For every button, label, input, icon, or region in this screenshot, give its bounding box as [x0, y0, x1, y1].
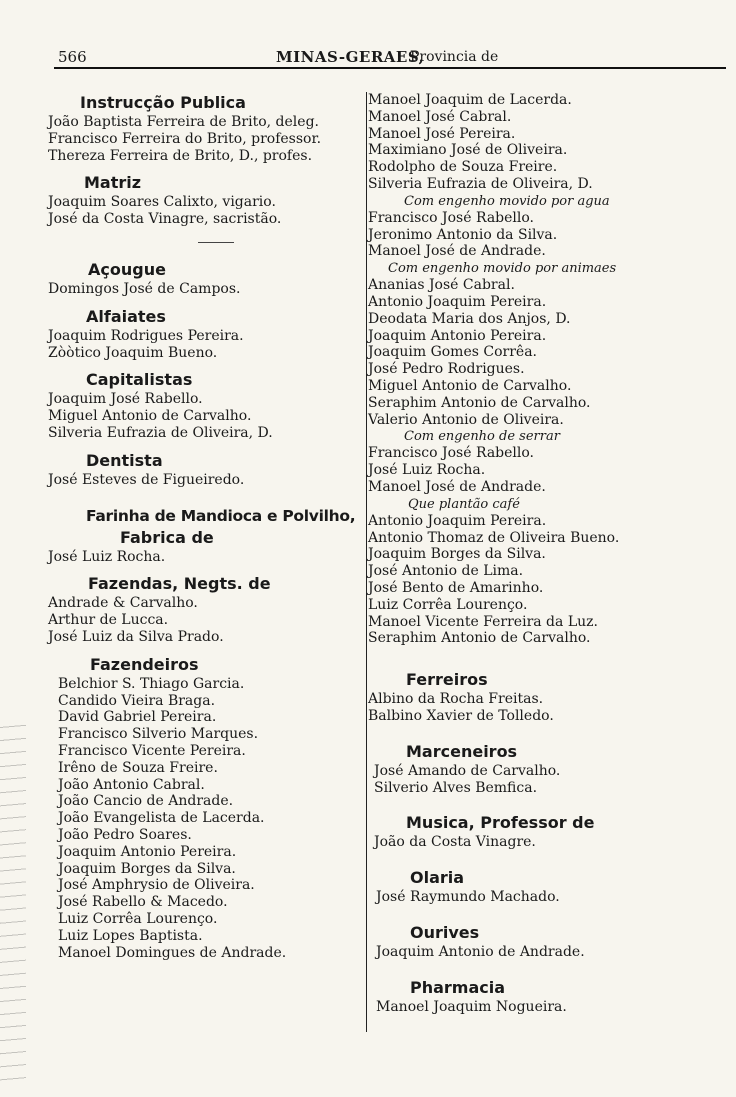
- section-heading: Dentista: [86, 450, 163, 470]
- list-item: Rodolpho de Souza Freire.: [368, 159, 558, 176]
- page-subtitle: Provincia de: [410, 49, 499, 65]
- list-item: Andrade & Carvalho.: [48, 595, 198, 612]
- section-heading: Capitalistas: [86, 370, 193, 390]
- section-heading: Alfaiates: [86, 306, 166, 326]
- list-item: João da Costa Vinagre.: [374, 834, 536, 851]
- right-column: [368, 92, 698, 1015]
- list-item: José Luiz Rocha.: [48, 548, 166, 565]
- section-heading: Ferreiros: [406, 670, 488, 690]
- list-item: Francisco José Rabello.: [368, 445, 534, 462]
- list-item: José Pedro Rodrigues.: [368, 361, 525, 378]
- list-item: David Gabriel Pereira.: [58, 709, 217, 726]
- list-item: José Amphrysio de Oliveira.: [58, 877, 255, 894]
- list-item: João Cancio de Andrade.: [58, 793, 234, 810]
- list-item: Francisco Silverio Marques.: [58, 726, 259, 743]
- list-item: Antonio Thomaz de Oliveira Bueno.: [368, 529, 620, 546]
- list-item: João Evangelista de Lacerda.: [58, 810, 265, 827]
- list-item: Thereza Ferreira de Brito, D., profes.: [48, 147, 313, 164]
- list-item: Luiz Corrêa Lourenço.: [368, 596, 528, 613]
- list-item: José Rabello & Macedo.: [58, 894, 228, 911]
- subsection-heading: Com engenho movido por agua: [404, 193, 610, 209]
- list-item: Manoel Joaquim de Lacerda.: [368, 92, 572, 108]
- section-heading-continued: Fabrica de: [120, 527, 214, 547]
- list-item: José Amando de Carvalho.: [374, 762, 561, 779]
- list-item: Joaquim Soares Calixto, vigario.: [48, 194, 276, 211]
- list-item: João Pedro Soares.: [58, 826, 192, 843]
- list-item: Irêno de Souza Freire.: [58, 759, 218, 776]
- page-header: [58, 46, 724, 68]
- list-item: Domingos José de Campos.: [48, 280, 241, 297]
- list-item: Albino da Rocha Freitas.: [368, 691, 544, 708]
- list-item: Manoel José de Andrade.: [368, 478, 546, 495]
- list-item: José Esteves de Figueiredo.: [48, 471, 245, 488]
- header-rule: [54, 67, 726, 69]
- list-item: Joaquim Borges da Silva.: [58, 860, 236, 877]
- list-item: Seraphim Antonio de Carvalho.: [368, 630, 591, 647]
- list-item: Silveria Eufrazia de Oliveira, D.: [48, 424, 273, 441]
- subsection-heading: Que plantão café: [408, 496, 520, 512]
- section-heading: Fazendas, Negts. de: [88, 574, 271, 594]
- list-item: João Baptista Ferreira de Brito, deleg.: [48, 114, 319, 130]
- list-item: Francisco José Rabello.: [368, 209, 534, 226]
- list-item: José Luiz Rocha.: [368, 462, 486, 479]
- list-item: José Antonio de Lima.: [368, 563, 524, 580]
- list-item: José Bento de Amarinho.: [368, 579, 544, 596]
- section-heading: Fazendeiros: [90, 654, 199, 674]
- section-dash: [198, 242, 234, 243]
- list-item: Joaquim Gomes Corrêa.: [368, 344, 537, 361]
- subsection-heading: Com engenho de serrar: [404, 429, 560, 445]
- list-item: Manoel Domingues de Andrade.: [58, 944, 287, 961]
- list-item: Joaquim Antonio Pereira.: [368, 327, 547, 344]
- list-item: Deodata Maria dos Anjos, D.: [368, 310, 571, 327]
- column-divider: [366, 92, 367, 1032]
- list-item: Manoel Vicente Ferreira da Luz.: [368, 613, 598, 630]
- section-heading: Olaria: [410, 868, 465, 888]
- section-heading: Instrucção Publica: [80, 93, 246, 112]
- list-item: Joaquim Antonio Pereira.: [58, 843, 237, 860]
- margin-stain: [0, 720, 26, 1090]
- list-item: Manoel Joaquim Nogueira.: [376, 998, 567, 1015]
- list-item: Miguel Antonio de Carvalho.: [48, 408, 252, 425]
- section-heading: Marceneiros: [406, 741, 518, 761]
- list-item: Valerio Antonio de Oliveira.: [368, 411, 564, 428]
- list-item: Francisco Ferreira do Brito, professor.: [48, 130, 322, 147]
- list-item: Seraphim Antonio de Carvalho.: [368, 394, 591, 411]
- list-item: Antonio Joaquim Pereira.: [368, 512, 547, 529]
- list-item: José Raymundo Machado.: [376, 889, 560, 906]
- list-item: Joaquim José Rabello.: [48, 391, 203, 408]
- section-heading: Farinha de Mandioca e Polvilho,: [86, 506, 356, 525]
- list-item: Joaquim Rodrigues Pereira.: [48, 327, 244, 344]
- list-item: Ananias José Cabral.: [368, 277, 515, 294]
- list-item: Luiz Corrêa Lourenço.: [58, 910, 218, 927]
- section-heading: Pharmacia: [410, 977, 506, 997]
- list-item: Belchior S. Thiago Garcia.: [58, 675, 245, 692]
- list-item: João Antonio Cabral.: [58, 776, 205, 793]
- list-item: Luiz Lopes Baptista.: [58, 927, 203, 944]
- list-item: Silveria Eufrazia de Oliveira, D.: [368, 175, 593, 192]
- list-item: José Luiz da Silva Prado.: [48, 628, 224, 645]
- page-title: MINAS-GERAES,: [276, 48, 425, 66]
- list-item: Manoel José de Andrade.: [368, 243, 546, 260]
- list-item: José da Costa Vinagre, sacristão.: [48, 211, 282, 228]
- list-item: Miguel Antonio de Carvalho.: [368, 377, 572, 394]
- list-item: Maximiano José de Oliveira.: [368, 142, 568, 159]
- list-item: Antonio Joaquim Pereira.: [368, 293, 547, 310]
- list-item: Jeronimo Antonio da Silva.: [368, 226, 558, 243]
- list-item: Joaquim Antonio de Andrade.: [376, 943, 585, 960]
- list-item: Silverio Alves Bemfica.: [374, 779, 538, 796]
- section-heading: Musica, Professor de: [406, 813, 595, 833]
- list-item: Manoel José Pereira.: [368, 125, 516, 142]
- section-heading: Matriz: [84, 173, 142, 193]
- left-column: [48, 92, 364, 961]
- subsection-heading: Com engenho movido por animaes: [388, 261, 617, 277]
- list-item: Arthur de Lucca.: [48, 612, 169, 629]
- section-heading: Ourives: [410, 922, 480, 942]
- list-item: Candido Vieira Braga.: [58, 692, 216, 709]
- section-heading: Açougue: [88, 259, 166, 279]
- list-item: Balbino Xavier de Tolledo.: [368, 707, 554, 724]
- list-item: Manoel José Cabral.: [368, 108, 512, 125]
- list-item: Francisco Vicente Pereira.: [58, 742, 246, 759]
- list-item: Joaquim Borges da Silva.: [368, 546, 546, 563]
- list-item: Zòòtico Joaquim Bueno.: [48, 344, 218, 361]
- page-number: 566: [58, 48, 87, 66]
